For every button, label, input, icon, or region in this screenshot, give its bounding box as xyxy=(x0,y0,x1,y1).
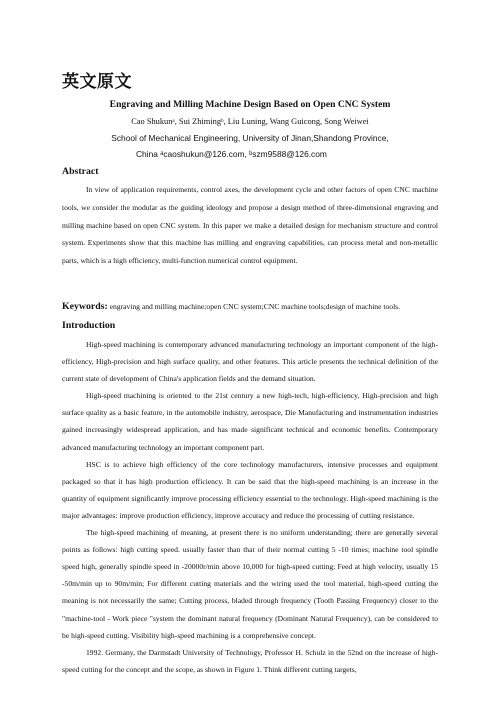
keywords-label: Keywords: xyxy=(62,301,108,312)
intro-paragraph: The high-speed machining of meaning, at present there is no uniform understanding; there are generally several points as follows: high cutting speed. usually faster than that of their normal cutting 5 -10 times; machine tool spindle speed high, generally spindle speed in -20000r/min above 10,000 for high-speed cutting; Feed at high velocity, usually 15 -50m/min up to 90m/min; For different cutting materials and the wiring used the tool material, high-speed cutting the meaning is not necessarily the same; Cutting process, bladed through frequency (Tooth Passing Frequency) closer to the "machine-tool - Work piece "system the dominant natural frequency (Dominant Natural Frequency), can be considered to be high-speed cutting. Visibility high-speed machining is a comprehensive concept. xyxy=(62,528,438,640)
paper-authors: Cao Shukunᵃ, Sui Zhimingᵇ, Liu Luning, Wang Guicong, Song Weiwei xyxy=(131,117,369,126)
section-title-chinese: 英文原文 xyxy=(62,72,132,92)
intro-paragraph: HSC is to achieve high efficiency of the core technology manufacturers, intensive processes and equipment packaged so that it has high production efficiency. It can be said that the high-speed machining is an increase in the quantity of equipment significantly improve processing efficiency essential to the technology. High-speed machining is the major advantages: improve production efficiency, improve accuracy and reduce the processing of cutting resistance. xyxy=(62,459,438,520)
keywords-line xyxy=(62,301,442,312)
intro-paragraph: High-speed machining is oriented to the 21st century a new high-tech, high-efficiency, High-precision and high surface quality as a basic feature, in the automobile industry, aerospace, Die Manufacturing and instrumentation industries gained increasingly widespread application, and has made significant technical and economic benefits. Contemporary advanced manufacturing technology an important component part. xyxy=(62,391,438,452)
keywords-text: engraving and milling machine;open CNC system;CNC machine tools;design of machine tools. xyxy=(107,302,401,311)
intro-paragraph: 1992. Germany, the Darmstadt University of Technology, Professor H. Schulz in the 52nd on the increase of high-speed cutting for the concept and the scope, as shown in Figure 1. Think different cutting targets, xyxy=(62,647,438,674)
abstract-paragraph: In view of application requirements, control axes, the development cycle and other factors of open CNC machine tools, we consider the modular as the guiding ideology and propose a design method of three-dimensional engraving and milling machine based on open CNC system. In this paper we make a detailed design for mechanism structure and control system. Experiments show that this machine has milling and engraving capabilities, can process metal and non-metallic parts, which is a high efficiency, multi-function numerical control equipment. xyxy=(62,185,438,266)
intro-paragraph: High-speed machining is contemporary advanced manufacturing technology an important component of the high-efficiency, High-precision and high surface quality, and other features. This article presents the technical definition of the current state of development of China's application fields and the demand situation. xyxy=(62,340,438,384)
paper-email: China ᵃcaoshukun@126.com, ᵇszm9588@126.com xyxy=(136,149,327,159)
abstract-heading: Abstract xyxy=(62,166,99,177)
introduction-body xyxy=(62,336,438,678)
introduction-heading: Introduction xyxy=(62,320,116,331)
abstract-body xyxy=(62,181,438,270)
paper-affiliation: School of Mechanical Engineering, University of Jinan,Shandong Province, xyxy=(111,133,389,143)
paper-title: Engraving and Milling Machine Design Based on Open CNC System xyxy=(109,99,391,110)
